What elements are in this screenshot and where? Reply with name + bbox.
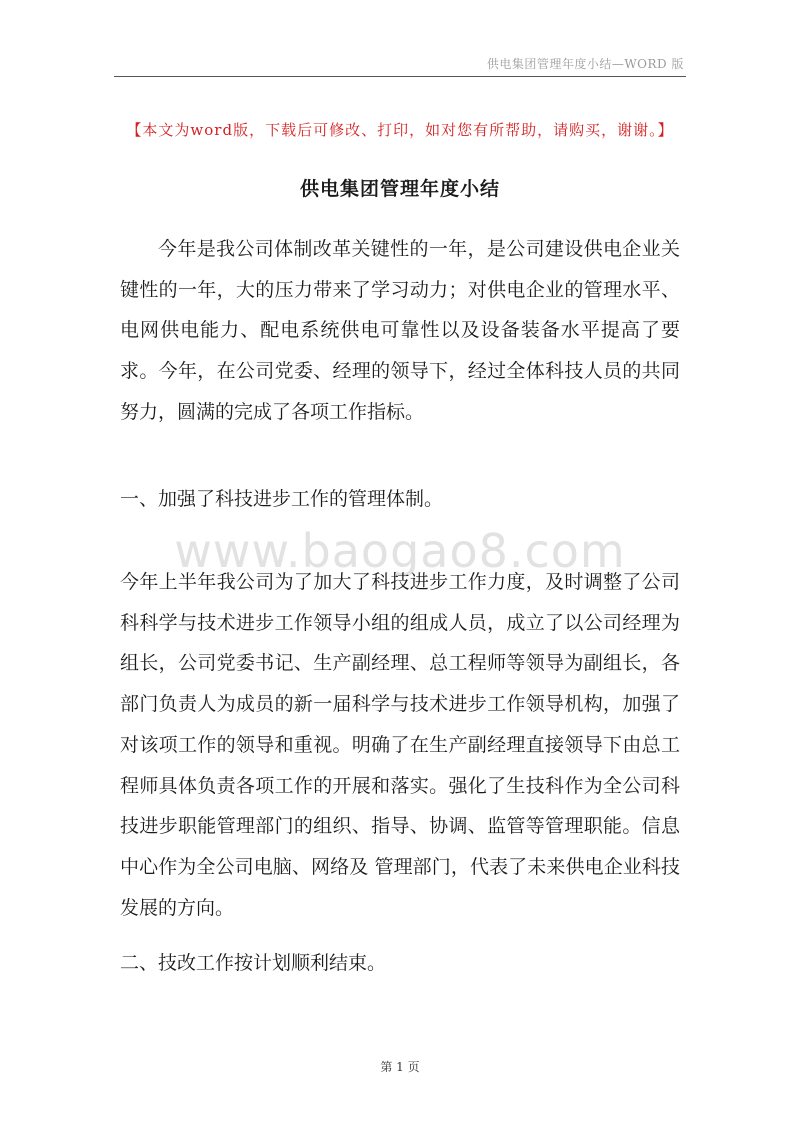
page-number: 第 1 页 (380, 1060, 420, 1074)
intro-paragraph: 今年是我公司体制改革关键性的一年，是公司建设供电企业关键性的一年，大的压力带来了学习动力；对供电企业的管理水平、电网供电能力、配电系统供电可靠性以及设备装备水平提高了要求。今年，在公司党委、经理的领导下，经过全体科技人员的共同努力，圆满的完成了各项工作指标。 (120, 238, 680, 423)
running-header: 供电集团管理年度小结—WORD 版 (486, 57, 684, 71)
section-1-paragraph: 今年上半年我公司为了加大了科技进步工作力度，及时调整了公司科科学与技术进步工作领导小组的组成人员，成立了以公司经理为组长，公司党委书记、生产副经理、总工程师等领导为副组长，各部门负责人为成员的新一届科学与技术进步工作领导机构，加强了对该项工作的领导和重视。明确了在生产副经理直接领导下由总工程师具体负责各项工作的开展和落实。强化了生技科作为全公司科技进步职能管理部门的组织、指导、协调、监管等管理职能。信息中心作为全公司电脑、网络及 管理部门，代表了未来供电企业科技发展的方向。 (120, 571, 680, 919)
watermark: www.baogao8.com (174, 524, 626, 578)
section-1-heading: 一、加强了科技进步工作的管理体制。 (120, 488, 444, 510)
header-divider (114, 76, 686, 77)
section-2-heading: 二、技改工作按计划顺利结束。 (120, 952, 387, 974)
download-notice: 【本文为word版，下载后可修改、打印，如对您有所帮助，请购买，谢谢。】 (126, 121, 674, 139)
document-title: 供电集团管理年度小结 (299, 178, 500, 200)
